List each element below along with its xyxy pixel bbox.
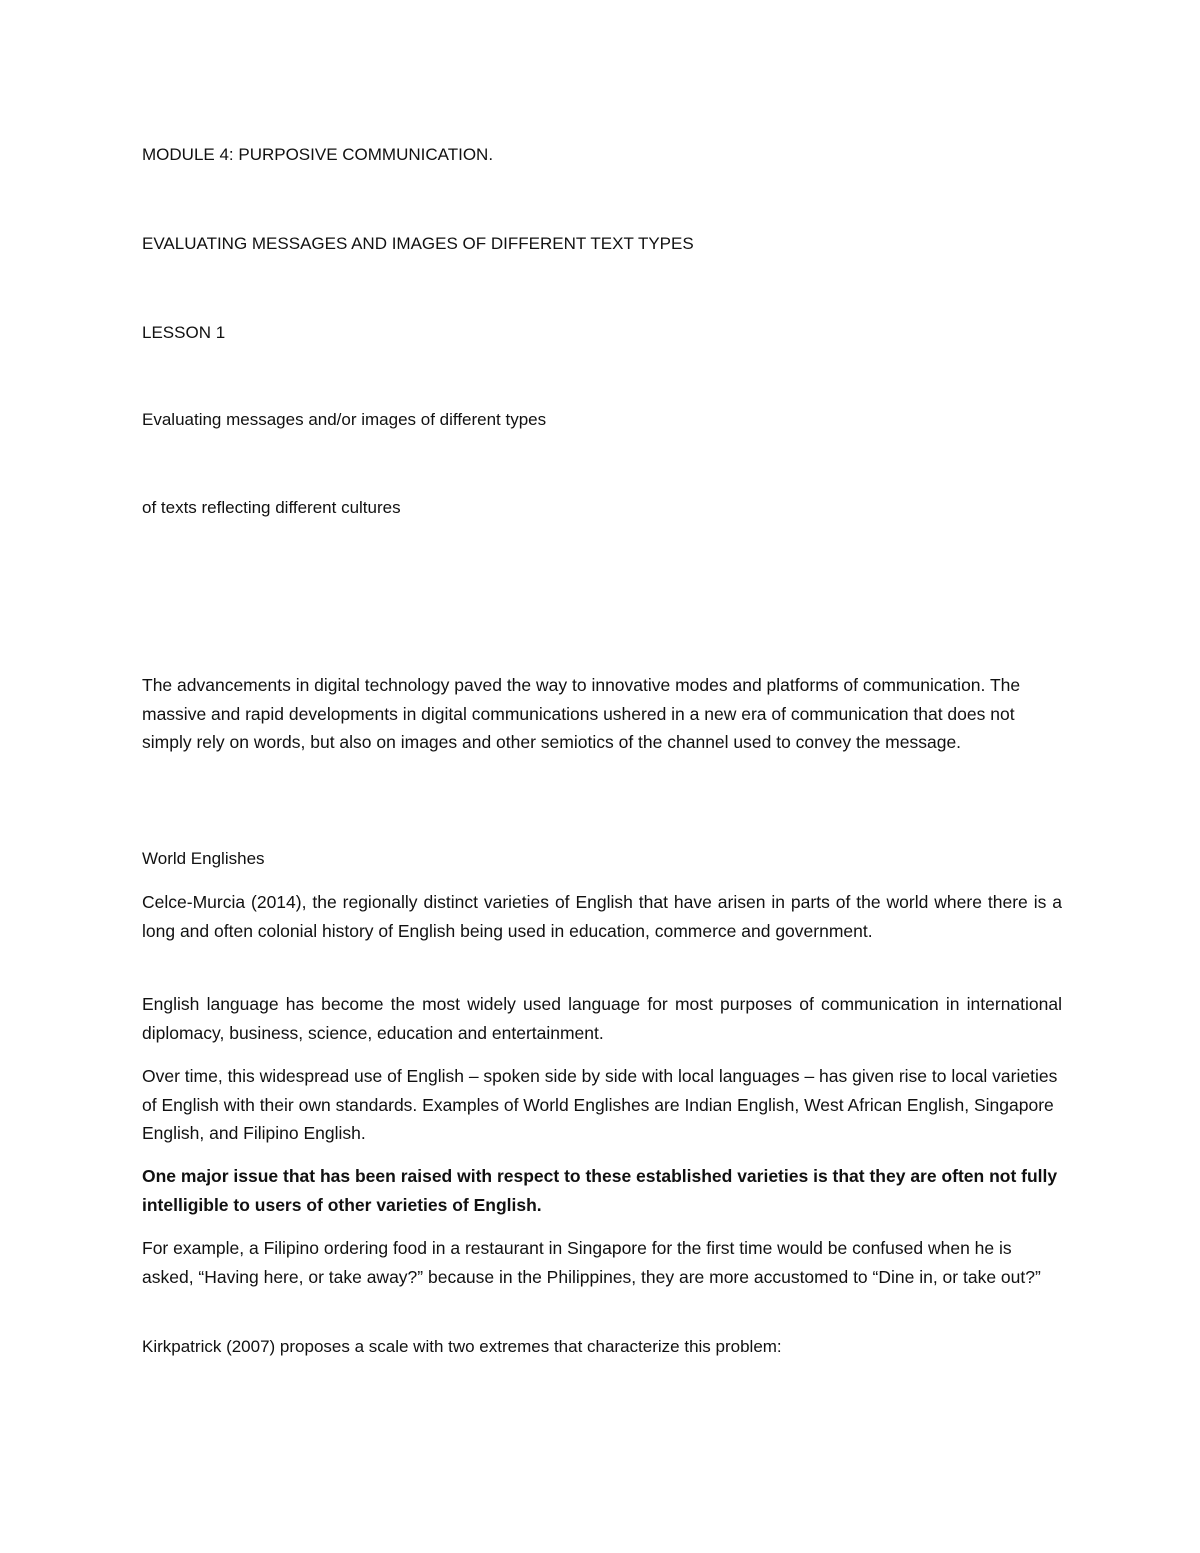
intro-paragraph: The advancements in digital technology paved the way to innovative modes and platforms of communication. The massive and rapid developments in digital communications ushered in a new era of communication that does not simply rely on words, but also on images and other semiotics of the channel used to convey the message. bbox=[142, 675, 1021, 752]
paragraph-english-language: English language has become the most widely used language for most purposes of communication in international diplomacy, business, science, education and entertainment. bbox=[142, 994, 1062, 1043]
paragraph-major-issue: One major issue that has been raised with respect to these established varieties is that they are often not fully intelligible to users of other varieties of English. bbox=[142, 1166, 1058, 1215]
paragraph-over-time: Over time, this widespread use of English – spoken side by side with local languages – has given rise to local varieties of English with their own standards. Examples of World Englishes are Indian English, West African English, Singapore English, and Filipino English. bbox=[142, 1066, 1058, 1143]
section-title: EVALUATING MESSAGES AND IMAGES OF DIFFERENT TEXT TYPES bbox=[142, 234, 694, 253]
paragraph-celce-murcia: Celce-Murcia (2014), the regionally distinct varieties of English that have arisen in parts of the world where there is a long and often colonial history of English being used in education, commerce and government. bbox=[142, 892, 1062, 941]
lesson-label: LESSON 1 bbox=[142, 323, 226, 342]
module-title: MODULE 4: PURPOSIVE COMMUNICATION. bbox=[142, 145, 494, 164]
lesson-title-line1: Evaluating messages and/or images of different types bbox=[142, 410, 547, 429]
paragraph-kirkpatrick: Kirkpatrick (2007) proposes a scale with two extremes that characterize this problem: bbox=[142, 1337, 782, 1356]
lesson-title-line2: of texts reflecting different cultures bbox=[142, 498, 401, 517]
paragraph-example: For example, a Filipino ordering food in a restaurant in Singapore for the first time would be confused when he is asked, “Having here, or take away?” because in the Philippines, they are more accustomed to “Dine in, or take out?” bbox=[142, 1238, 1041, 1287]
world-englishes-heading: World Englishes bbox=[142, 849, 265, 868]
